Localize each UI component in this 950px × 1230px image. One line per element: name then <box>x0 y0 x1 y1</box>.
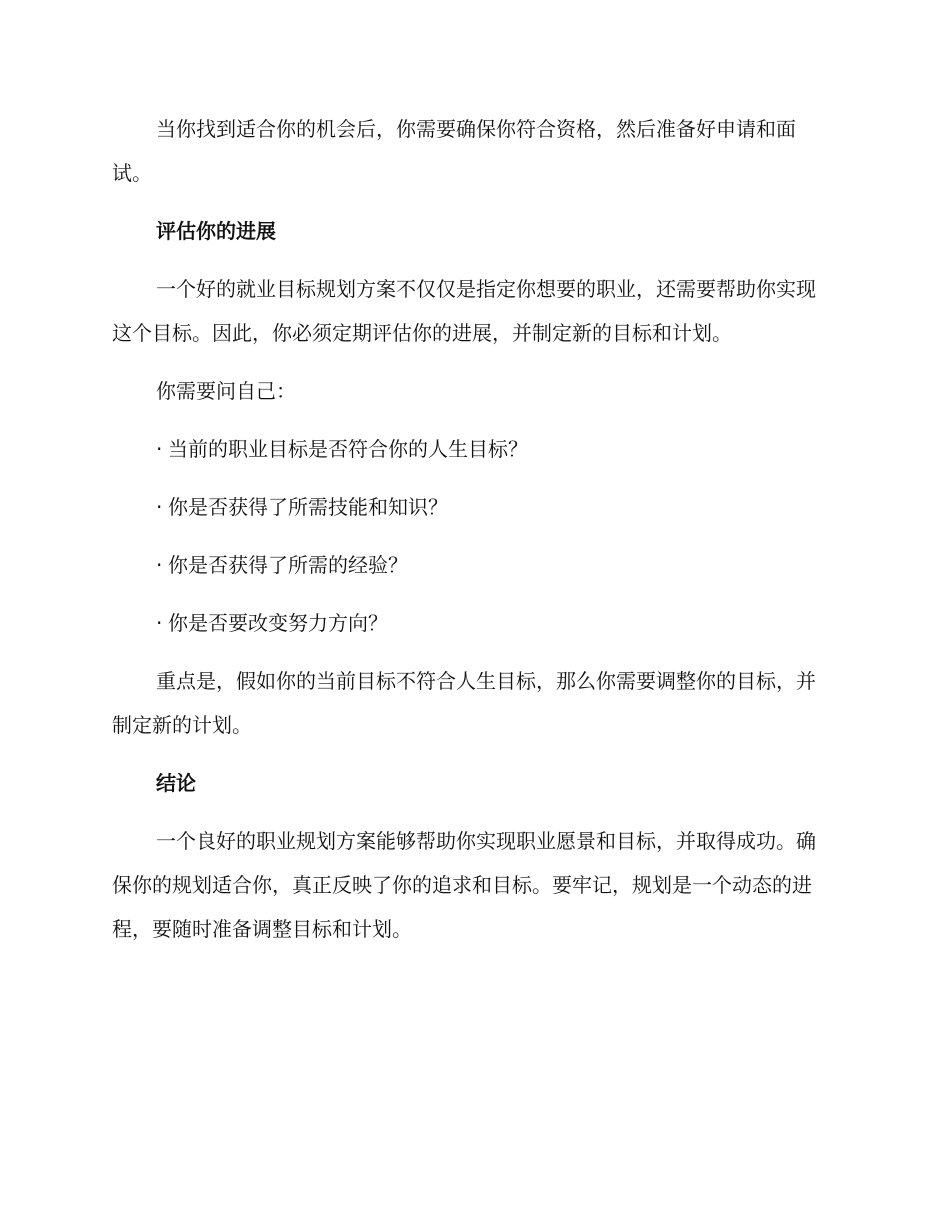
paragraph-ask-yourself: 你需要问自己： <box>156 379 296 403</box>
bullet-item: · 你是否获得了所需技能和知识？ <box>112 485 834 529</box>
paragraph-key-point: 重点是，假如你的当前目标不符合人生目标，那么你需要调整你的目标，并制定新的计划。 <box>112 669 816 737</box>
bullet-dot-icon: · <box>156 553 163 577</box>
paragraph-conclusion: 一个良好的职业规划方案能够帮助你实现职业愿景和目标，并取得成功。确保你的规划适合你，真正反映了你的追求和目标。要牢记，规划是一个动态的进程，要随时准备调整目标和计划。 <box>112 829 816 941</box>
heading-evaluate-progress: 评估你的进展 <box>156 219 276 243</box>
bullet-item: · 你是否要改变努力方向？ <box>112 601 834 645</box>
bullet-dot-icon: · <box>156 495 163 519</box>
bullet-dot-icon: · <box>156 611 163 635</box>
heading-conclusion: 结论 <box>156 771 196 795</box>
paragraph-application: 当你找到适合你的机会后，你需要确保你符合资格，然后准备好申请和面试。 <box>112 117 796 185</box>
bullet-item: · 当前的职业目标是否符合你的人生目标？ <box>112 427 834 471</box>
paragraph-evaluate: 一个好的就业目标规划方案不仅仅是指定你想要的职业，还需要帮助你实现这个目标。因此，你必须定期评估你的进展，并制定新的目标和计划。 <box>112 277 816 345</box>
document-page <box>112 107 834 951</box>
bullet-dot-icon: · <box>156 437 163 461</box>
bullet-item: · 你是否获得了所需的经验？ <box>112 543 834 587</box>
